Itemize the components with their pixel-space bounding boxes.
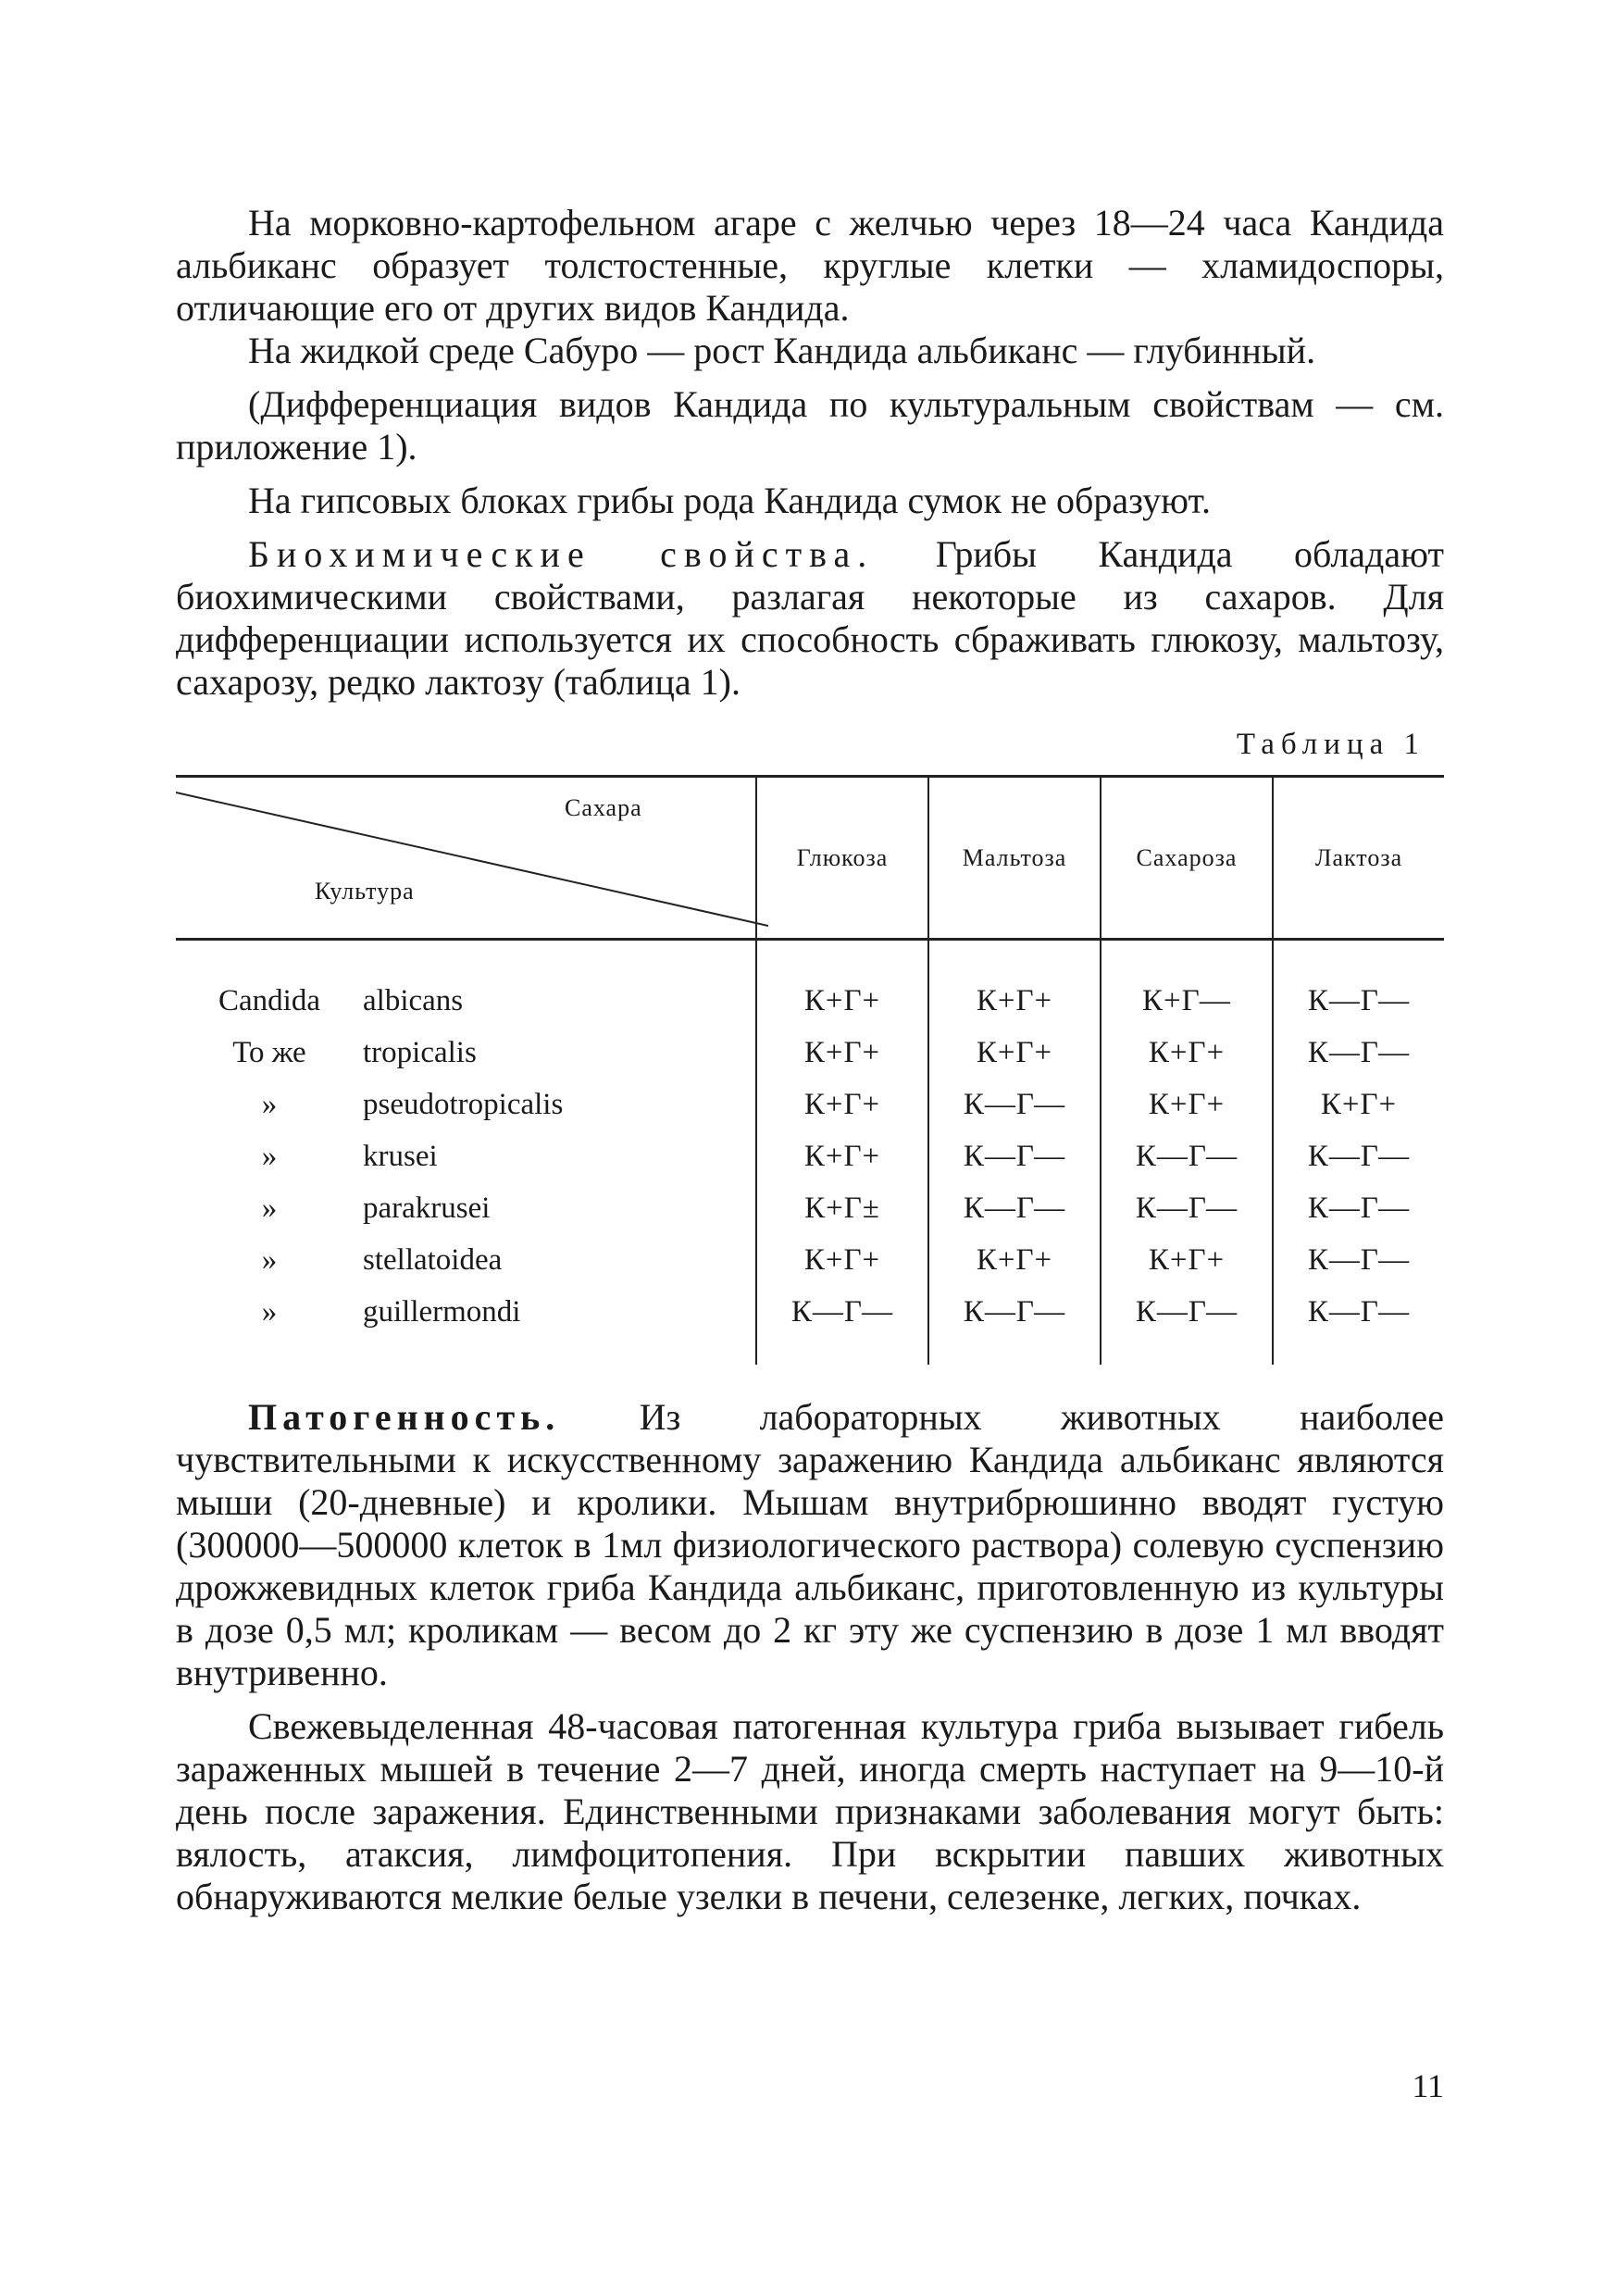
lactose-cell: К—Г— [1273, 1286, 1444, 1365]
paragraph-pathogenicity [176, 1396, 1444, 1694]
sucrose-cell: К+Г+ [1101, 1027, 1273, 1079]
genus-cell: » [261, 1139, 278, 1173]
table-header-row [176, 777, 1444, 940]
lactose-cell: К—Г— [1273, 1182, 1444, 1234]
table-row [176, 1182, 1444, 1234]
sucrose-cell: К—Г— [1101, 1286, 1273, 1365]
lactose-cell: К+Г+ [1273, 1079, 1444, 1130]
species-cell: stellatoidea [363, 1242, 503, 1277]
lactose-cell: К—Г— [1273, 1130, 1444, 1182]
species-cell: parakrusei [363, 1191, 491, 1225]
diagonal-header-cell [176, 777, 756, 940]
lactose-cell: К—Г— [1273, 1027, 1444, 1079]
paragraph-chlamydospores: На морковно-картофельном агаре с желчью через 18—24 часа Кандида альбиканс образует толстостенные, круглые клетки — хламидоспоры, отличающие его от других видов Кандида. [176, 202, 1444, 329]
species-cell: guillermondi [363, 1294, 521, 1329]
page-number: 11 [1412, 2067, 1444, 2104]
genus-cell: » [261, 1191, 278, 1225]
column-header-lactose: Лактоза [1273, 777, 1444, 940]
maltose-cell: К+Г+ [928, 1027, 1101, 1079]
glucose-cell: К+Г+ [756, 1027, 928, 1079]
paragraph-differentiation: (Дифференциация видов Кандида по культуральным свойствам — см. приложение 1). [176, 383, 1444, 468]
column-header-glucose: Глюкоза [756, 777, 928, 940]
maltose-cell: К—Г— [928, 1079, 1101, 1130]
sucrose-cell: К—Г— [1101, 1182, 1273, 1234]
table-row [176, 1130, 1444, 1182]
glucose-cell: К+Г+ [756, 1234, 928, 1286]
paragraph-sabouraud: На жидкой среде Сабуро — рост Кандида альбиканс — глубинный. [248, 330, 1316, 371]
glucose-cell: К—Г— [756, 1286, 928, 1365]
maltose-cell: К+Г+ [928, 940, 1101, 1028]
table-row [176, 1234, 1444, 1286]
genus-cell: » [261, 1294, 278, 1329]
paragraph-biochemistry [176, 533, 1444, 704]
maltose-cell: К+Г+ [928, 1234, 1101, 1286]
biochem-heading: Биохимические свойства. [248, 533, 875, 575]
sucrose-cell: К+Г+ [1101, 1079, 1273, 1130]
table-row [176, 1079, 1444, 1130]
genus-cell: Candida [218, 983, 320, 1017]
glucose-cell: К+Г+ [756, 1079, 928, 1130]
maltose-cell: К—Г— [928, 1286, 1101, 1365]
species-cell: tropicalis [363, 1035, 477, 1069]
table-row [176, 1027, 1444, 1079]
sucrose-cell: К—Г— [1101, 1130, 1273, 1182]
pathogenicity-heading: Патогенность. [248, 1396, 561, 1438]
header-culture-label: Культура [315, 878, 415, 905]
header-sugar-label: Сахара [565, 794, 642, 821]
lactose-cell: К—Г— [1273, 940, 1444, 1028]
page-body [176, 202, 1444, 1918]
genus-cell: » [261, 1242, 278, 1277]
table-caption: Таблица 1 [1236, 728, 1425, 761]
paragraph-fresh-culture: Свежевыделенная 48-часовая патогенная культура гриба вызывает гибель зараженных мышей в течение 2—7 дней, иногда смерть наступает на 9—10-й день после заражения. Единственными признаками заболевания могут быть: вялость, атаксия, лимфоцитопения. При вскрытии павших животных обнаруживаются мелкие белые узелки в печени, селезенке, легких, почках. [176, 1705, 1444, 1917]
diagonal-divider [176, 778, 768, 941]
species-cell: albicans [363, 983, 464, 1017]
table-row [176, 1286, 1444, 1365]
sugar-fermentation-table [176, 775, 1444, 1365]
maltose-cell: К—Г— [928, 1182, 1101, 1234]
paragraph-gypsum: На гипсовых блоках грибы рода Кандида сумок не образуют. [248, 480, 1211, 521]
column-header-sucrose: Сахароза [1101, 777, 1273, 940]
species-cell: krusei [363, 1139, 438, 1173]
maltose-cell: К—Г— [928, 1130, 1101, 1182]
pathogenicity-text: Из лабораторных животных наиболее чувствительными к искусственному заражению Кандида альбиканс являются мыши (20-дневные) и кролики. Мышам внутрибрюшинно вводят густую (300000—500000 клеток в 1мл физиологического раствора) солевую суспензию дрожжевидных клеток гриба Кандида альбиканс, приготовленную из культуры в дозе 0,5 мл; кроликам — весом до 2 кг эту же суспензию в дозе 1 мл вводят внутривенно. [176, 1396, 1444, 1693]
table-row [176, 940, 1444, 1028]
glucose-cell: К+Г+ [756, 1130, 928, 1182]
sucrose-cell: К+Г+ [1101, 1234, 1273, 1286]
lactose-cell: К—Г— [1273, 1234, 1444, 1286]
genus-cell: » [261, 1087, 278, 1121]
column-header-maltose: Мальтоза [928, 777, 1101, 940]
species-cell: pseudotropicalis [363, 1087, 564, 1121]
glucose-cell: К+Г+ [756, 940, 928, 1028]
glucose-cell: К+Г± [756, 1182, 928, 1234]
biochem-text: Грибы Кандида обладают биохимическими свойствами, разлагая некоторые из сахаров. Для дифференциации используется их способность сбраживать глюкозу, мальтозу, сахарозу, редко лактозу (таблица 1). [176, 533, 1444, 703]
genus-cell: То же [232, 1035, 306, 1069]
sucrose-cell: К+Г— [1101, 940, 1273, 1028]
